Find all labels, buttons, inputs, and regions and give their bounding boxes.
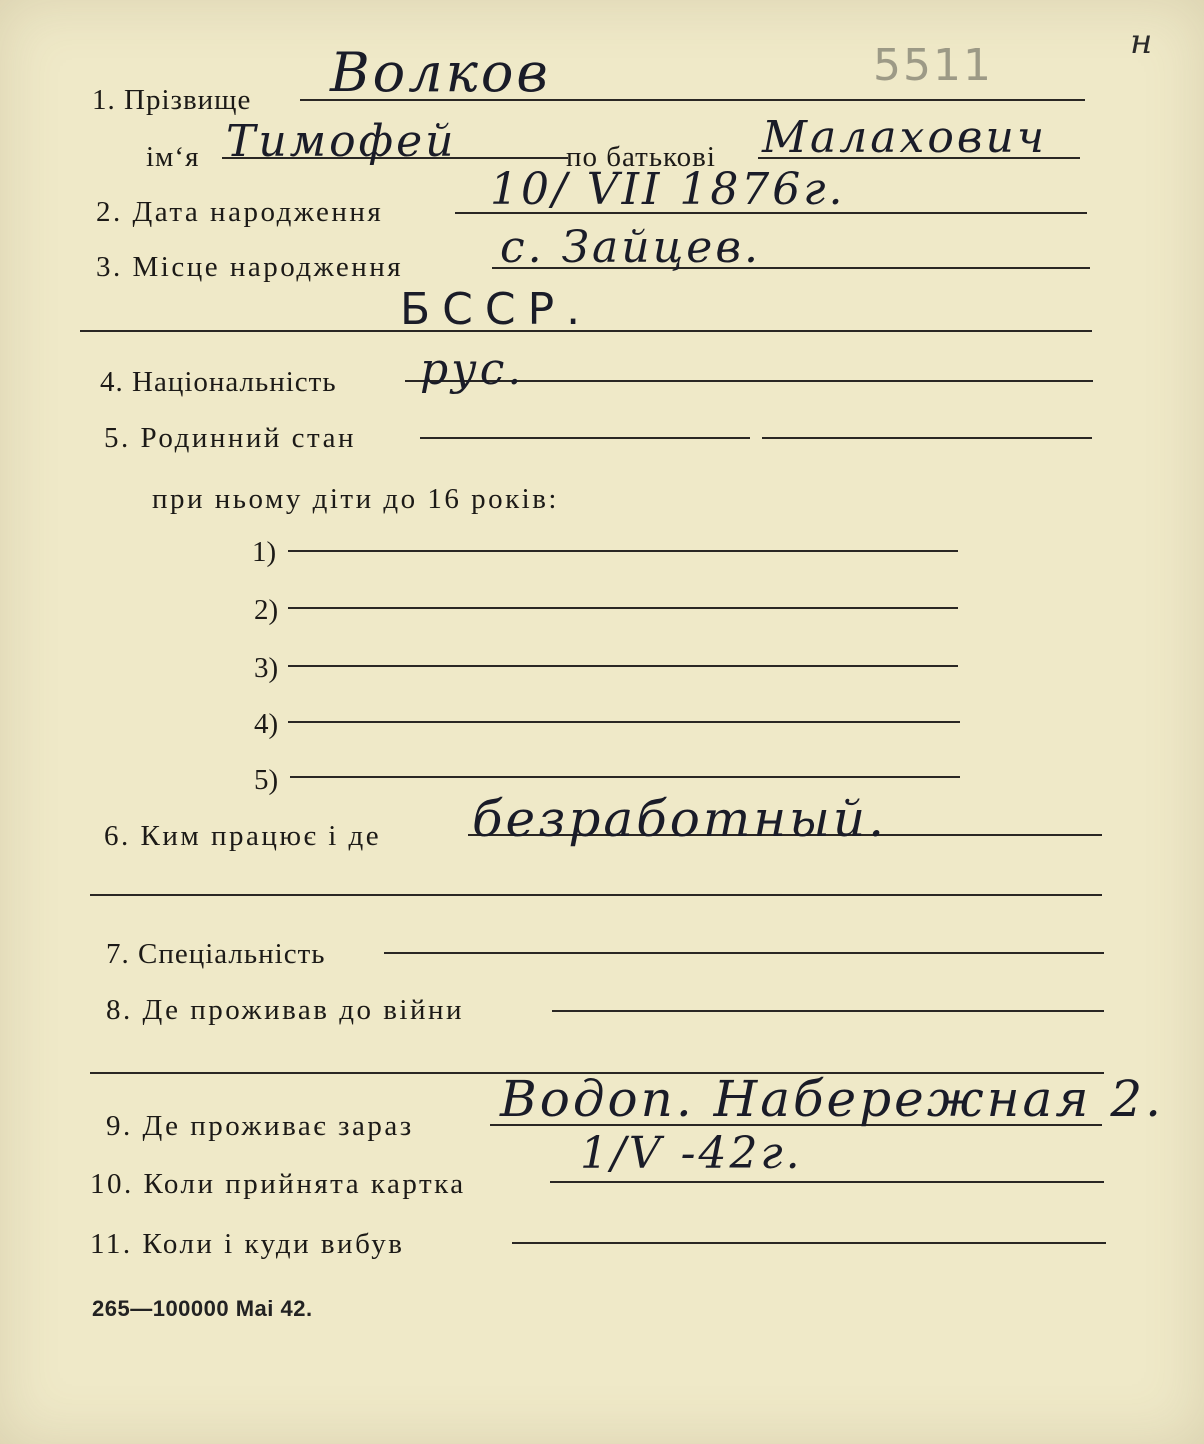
nationality-label: 4. Національність: [100, 366, 337, 398]
child-1-line: [288, 550, 958, 552]
current-residence-value: Водоп. Набережная 2.: [500, 1070, 1165, 1128]
child-3-label: 3): [254, 652, 279, 684]
marital-status-label: 5. Родинний стан: [104, 422, 356, 454]
work-label: 6. Ким працює і де: [104, 820, 382, 852]
child-4-line: [288, 721, 960, 723]
patronymic-value: Малахович: [762, 112, 1048, 163]
surname-label: 1. Прізвище: [92, 84, 252, 116]
specialty-line: [384, 952, 1104, 954]
prewar-residence-line: [552, 1010, 1104, 1012]
child-5-label: 5): [254, 764, 279, 796]
birth-date-value: 10/ VII 1876г.: [490, 164, 846, 215]
birth-date-label: 2. Дата народження: [96, 196, 384, 228]
children-label: при ньому діти до 16 років:: [152, 483, 559, 515]
child-1-label: 1): [252, 536, 277, 568]
child-5-line: [290, 776, 960, 778]
birth-place-label: 3. Місце народження: [96, 251, 404, 283]
surname-value: Волков: [330, 41, 551, 104]
patronymic-label: по батькові: [566, 141, 716, 173]
archive-number: 5511: [873, 40, 993, 91]
card-accepted-value: 1/V -42г.: [580, 1128, 803, 1179]
child-4-label: 4): [254, 708, 279, 740]
birth-place-value: с. Зайцев.: [500, 222, 761, 273]
child-2-label: 2): [254, 594, 279, 626]
current-residence-label: 9. Де проживає зараз: [106, 1110, 414, 1142]
birth-place-value-2: БССР.: [400, 284, 593, 335]
specialty-label: 7. Спеціальність: [106, 938, 326, 970]
name-label: ім‘я: [146, 141, 200, 173]
prewar-residence-label: 8. Де проживав до війни: [106, 994, 465, 1026]
nationality-value: рус.: [420, 344, 525, 395]
work-value: безработный.: [472, 790, 887, 848]
name-value: Тимофей: [226, 116, 457, 167]
child-3-line: [288, 665, 958, 667]
corner-mark: н: [1130, 22, 1153, 62]
marital-status-line-a: [420, 437, 750, 439]
card-accepted-label: 10. Коли прийнята картка: [90, 1168, 466, 1200]
work-line-2: [90, 894, 1102, 896]
child-2-line: [288, 607, 958, 609]
departed-line: [512, 1242, 1106, 1244]
print-code: 265—100000 Mai 42.: [92, 1296, 313, 1321]
card-accepted-line: [550, 1181, 1104, 1183]
marital-status-line-b: [762, 437, 1092, 439]
departed-label: 11. Коли і куди вибув: [90, 1228, 405, 1260]
